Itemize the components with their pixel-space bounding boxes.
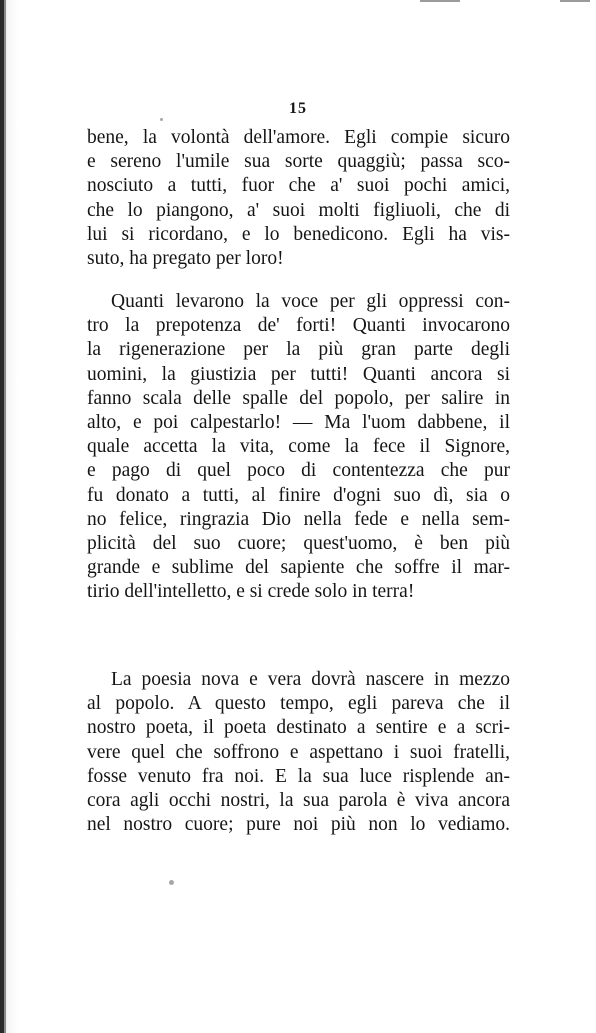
paragraph-1 (87, 126, 510, 271)
text-line: e sereno l'umile sua sorte quaggiù; passa sco- (87, 151, 510, 173)
text-line: lui si ricordano, e lo benedicono. Egli ha vis- (87, 223, 510, 245)
text-line: che lo piangono, a' suoi molti figliuoli, che di (87, 199, 510, 221)
text-line: alto, e poi calpestarlo! — Ma l'uom dabbene, il (87, 411, 510, 433)
text-line: bene, la volontà dell'amore. Egli compie sicuro (87, 127, 510, 148)
paragraph-2 (87, 290, 510, 604)
ink-speck (169, 880, 174, 885)
ink-speck (160, 118, 163, 121)
text-line: plicità del suo cuore; quest'uomo, è ben più (87, 532, 510, 554)
scan-speck (420, 0, 460, 2)
text-line: La poesia nova e vera dovrà nascere in mezzo (111, 669, 510, 690)
text-line: grande e sublime del sapiente che soffre il mar- (87, 557, 510, 579)
page-number: 15 (289, 100, 307, 117)
page-binding-shadow (4, 0, 6, 1033)
text-line: Quanti levarono la voce per gli oppressi con- (111, 291, 510, 312)
text-line: suto, ha pregato per loro! (87, 247, 284, 269)
paragraph-3 (87, 668, 510, 837)
text-line: tro la prepotenza de' forti! Quanti invocarono (87, 315, 510, 337)
text-line: tirio dell'intelletto, e si crede solo in terra! (87, 581, 415, 603)
scan-speck (560, 0, 590, 2)
text-line: uomini, la giustizia per tutti! Quanti ancora si (87, 363, 510, 385)
text-line: al popolo. A questo tempo, egli pareva che il (87, 693, 510, 715)
text-line: nel nostro cuore; pure noi più non lo vediamo. (87, 814, 510, 836)
text-line: nostro poeta, il poeta destinato a sentire e a scri- (87, 717, 510, 739)
text-line: quale accetta la vita, come la fece il Signore, (87, 436, 510, 458)
text-line: cora agli occhi nostri, la sua parola è viva ancora (87, 789, 510, 811)
text-line: fanno scala delle spalle del popolo, per salire in (87, 387, 510, 409)
text-line: vere quel che soffrono e aspettano i suoi fratelli, (87, 741, 510, 763)
text-line: nosciuto a tutti, fuor che a' suoi pochi amici, (87, 175, 510, 197)
text-line: la rigenerazione per la più gran parte degli (87, 339, 510, 361)
text-line: fosse venuto fra noi. E la sua luce risplende an- (87, 765, 510, 787)
text-line: fu donato a tutti, al finire d'ogni suo dì, sia o (87, 484, 510, 506)
text-line: e pago di quel poco di contentezza che pur (87, 460, 510, 482)
text-line: no felice, ringrazia Dio nella fede e nella sem- (87, 508, 510, 530)
